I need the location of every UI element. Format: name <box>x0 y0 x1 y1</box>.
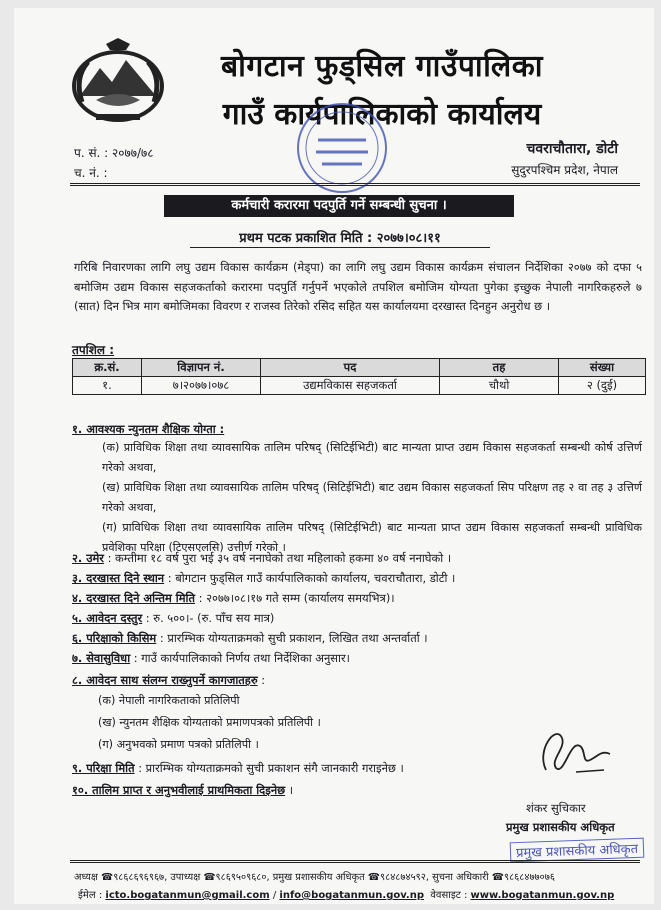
table-cell: १. <box>73 377 142 395</box>
vacancy-table <box>72 358 646 395</box>
schedule-label: तपशिल : <box>72 343 115 357</box>
address-place: चवराचौतारा, डोटी <box>526 141 618 157</box>
document-item: (ख) न्युनतम शैक्षिक योग्यताको प्रमाणपत्रको प्रतिलिपी । <box>98 716 321 729</box>
office-seal-stamp-icon <box>294 100 390 196</box>
dispatch-number: च. नं. : <box>74 166 108 180</box>
column-header: क्र.सं. <box>73 359 142 377</box>
list-item: ६. परिक्षाको किसिम : प्रारम्भिक योग्यताक्रमको सुची प्रकाशन, लिखित तथा अन्तर्वार्ता । <box>72 631 428 645</box>
qualification-heading: १. आवश्यक न्युनतम शैक्षिक योग्ता : <box>72 422 225 436</box>
list-item: ५. आवेदन दस्तुर : रु. ५००।- (रु. पाँच सय मात्र) <box>72 611 275 625</box>
qualification-option-ka: (क) प्राविधिक शिक्षा तथा व्यावसायिक तालिम परिषद् (सिटिईभिटी) बाट मान्यता प्राप्त उद्यम विकास सहजकर्ता सम्बन्धी कोर्ष उत्तिर्ण गरेको अथवा, <box>102 441 642 474</box>
footer-phones: अध्यक्ष ☎९८६८६९६९६७, उपाध्यक्ष ☎९८६९५०९६८०, प्रमुख प्रशासकीय अधिकृत ☎९८४८७४५९२, सुचना अधिकारी ☎९८६८४७७०७६ <box>74 872 555 883</box>
designation-stamp: प्रमुख प्रशासकीय अधिकृत <box>510 838 645 863</box>
email-separator: / <box>269 890 280 901</box>
column-header: विज्ञापन नं. <box>142 359 261 377</box>
table-cell: चौथो <box>440 377 559 395</box>
list-item: ३. दरखास्त दिने स्थान : बोगटान फुड्सिल गाउँ कार्यपालिकाको कार्यालय, चवराचौतारा, डोटी । <box>72 571 456 585</box>
footer-contact <box>78 887 648 901</box>
list-item: ९. परिक्षा मिति : प्रारम्भिक योग्यताक्रमको सुची प्रकाशन संगै जानकारी गराइनेछ । <box>72 761 404 775</box>
list-item: ८. आवेदन साथ संलग्न राख्नुपर्ने कागजातहरु : <box>72 673 266 687</box>
table-row <box>73 377 646 395</box>
notice-title: कर्मचारी करारमा पदपुर्ति गर्ने सम्बन्धी सुचना । <box>164 195 514 217</box>
intro-paragraph: गरिबि निवारणका लागि लघु उद्यम विकास कार्यक्रम (मेड्पा) का लागि लघु उद्यम विकास कार्यक्रम संचालन निर्देशिका २०७७ को दफा ५ बमोजिम उद्यम विकास सहजकर्ताको करारमा पदपुर्ति गर्नुपर्ने भएकोले तपशिल बमोजिम योग्यता पुगेका इच्छुक नेपाली नागरिकहरुले ७ (सात) दिन भित्र माग बमोजिमका विवरण र राजस्व तिरेको रसिद सहित यस कार्यालयमा दरखास्त दिनहुन अनुरोध छ । <box>74 260 642 313</box>
table-header-row <box>73 359 646 377</box>
footer-divider <box>70 860 640 863</box>
qualification-option-ga: (ग) प्राविधिक शिक्षा तथा व्यावसायिक तालिम परिषद् (सिटिईभिटी) बाट मान्यता प्राप्त उद्यम विकास सहजकर्ता सम्बन्धी प्राविधिक प्रवेशिका परिक्षा (टिएसएलसि) उत्तीर्ण गरेको । <box>102 521 642 554</box>
column-header: तह <box>440 359 559 377</box>
document-item: (ग) अनुभवको प्रमाण पत्रको प्रतिलिपी । <box>98 738 259 751</box>
website-link[interactable]: www.bogatanmun.gov.np <box>470 890 615 901</box>
document-item: (क) नेपाली नागरिकताको प्रतिलिपी <box>98 694 240 707</box>
column-header: पद <box>261 359 440 377</box>
nepal-emblem-icon <box>66 38 170 124</box>
table-cell: उद्यमविकास सहजकर्ता <box>261 377 440 395</box>
list-item: ७. सेवासुविधा : गाउँ कार्यपालिकाको निर्णय तथा निर्देशिका अनुसार। <box>72 651 350 665</box>
first-publish-date: प्रथम पटक प्रकाशित मिति : २०७७।०८।११ <box>190 228 490 248</box>
column-header: संख्या <box>559 359 646 377</box>
email-link-1[interactable]: icto.bogatanmun@gmail.com <box>105 890 270 901</box>
qualification-option-kha: (ख) प्राविधिक शिक्षा तथा व्यावसायिक तालिम परिषद् (सिटिईभिटी) बाट उद्यम विकास सहजकर्ता सिप परिक्षण तह २ वा तह ३ उत्तिर्ण गरेको अथवा, <box>102 481 642 514</box>
website-label: वेवसाइट : <box>430 890 468 901</box>
municipality-name: बोगटान फुड्सिल गाउँपालिका <box>220 49 544 84</box>
list-item: २. उमेर : कम्तीमा १८ वर्ष पुरा भई ३५ वर्ष ननाघेको तथा महिलाको हकमा ४० वर्ष ननाघेको । <box>72 551 452 565</box>
email-label: ईमेल : <box>78 890 103 901</box>
address-province: सुदुरपश्चिम प्रदेश, नेपाल <box>511 163 618 177</box>
signatory-designation: प्रमुख प्रशासकीय अधिकृत <box>506 820 615 834</box>
list-item: ४. दरखास्त दिने अन्तिम मिति : २०७७।०८।१७ गते सम्म (कार्यालय समयभित्र)। <box>72 591 395 605</box>
table-cell: ७।२०७७।०७८ <box>142 377 261 395</box>
table-cell: २ (दुई) <box>559 377 646 395</box>
signature-icon <box>526 720 616 776</box>
office-name: गाउँ कार्यपालिकाको कार्यालय <box>222 97 542 132</box>
header-divider <box>70 183 640 186</box>
signatory-name: शंकर सुचिकार <box>526 801 586 815</box>
email-link-2[interactable]: info@bogatanmun.gov.np <box>279 890 425 901</box>
list-item: १०. तालिम प्राप्त र अनुभवीलाई प्राथमिकता दिइनेछ । <box>72 783 294 797</box>
notice-page <box>14 8 654 904</box>
reference-number: प. सं. : २०७७/७८ <box>74 146 154 160</box>
